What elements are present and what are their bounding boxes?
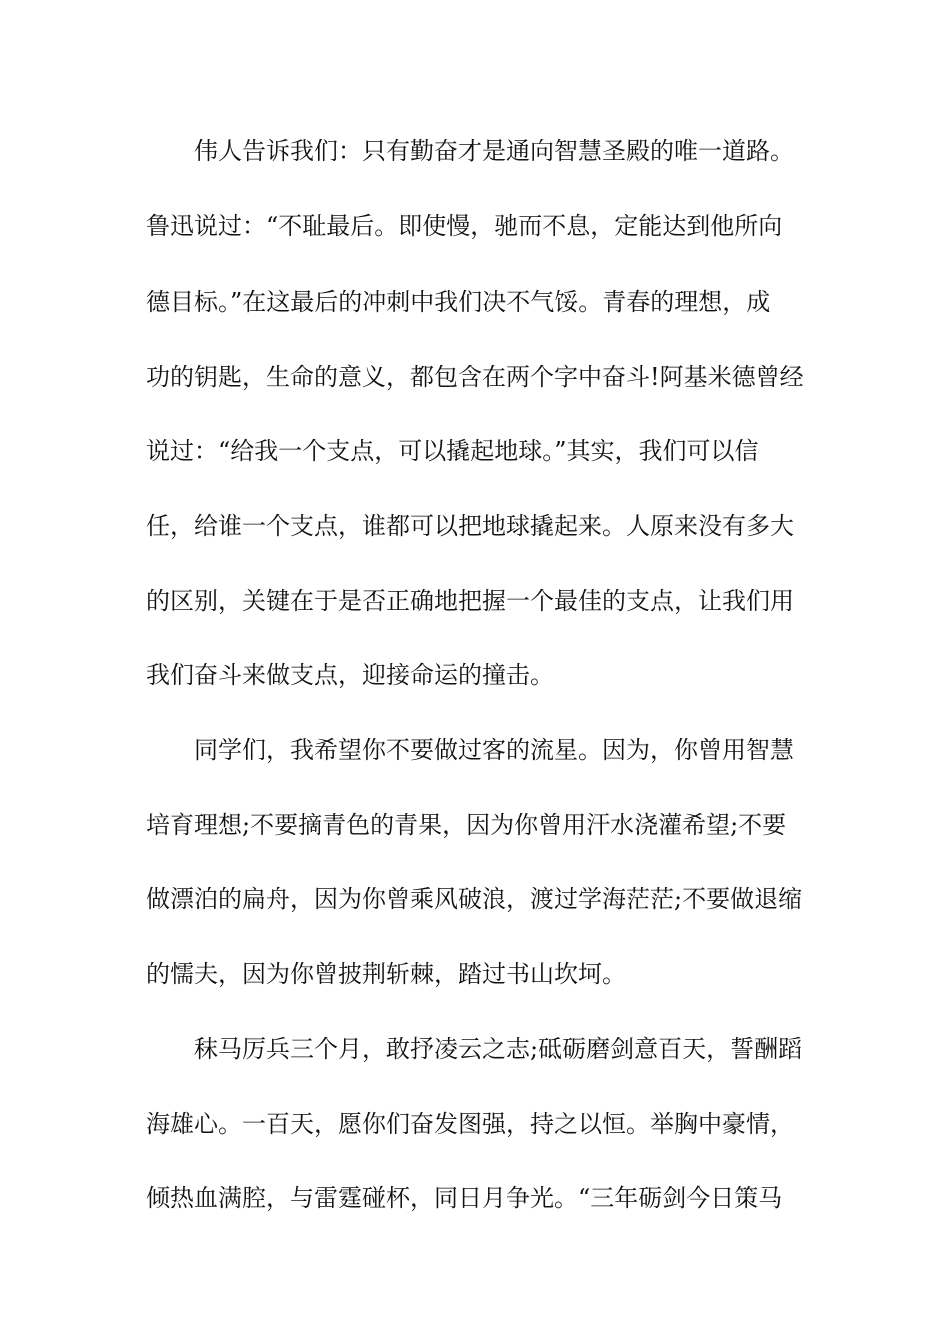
text-line: 海雄心。一百天，愿你们奋发图强，持之以恒。举胸中豪情， (146, 1110, 794, 1138)
text-line: 同学们，我希望你不要做过客的流星。因为，你曾用智慧 (146, 736, 794, 764)
text-line: 说过：“给我一个支点，可以撬起地球。”其实，我们可以信 (146, 437, 759, 465)
text-line: 的区别，关键在于是否正确地把握一个最佳的支点，让我们用 (146, 587, 794, 615)
text-line: 鲁迅说过：“不耻最后。即使慢，驰而不息，定能达到他所向 (146, 212, 783, 240)
text-line: 培育理想;不要摘青色的青果，因为你曾用汗水浇灌希望;不要 (146, 811, 787, 839)
text-line: 我们奋斗来做支点，迎接命运的撞击。 (146, 661, 554, 689)
text-line: 做漂泊的扁舟，因为你曾乘风破浪，渡过学海茫茫;不要做退缩 (146, 885, 803, 913)
text-line: 秣马厉兵三个月，敢抒凌云之志;砥砺磨剑意百天，誓酬蹈 (146, 1035, 803, 1063)
text-line: 倾热血满腔，与雷霆碰杯，同日月争光。“三年砺剑今日策马 (146, 1184, 783, 1212)
text-line: 功的钥匙，生命的意义，都包含在两个字中奋斗!阿基米德曾经 (146, 363, 804, 391)
text-line: 伟人告诉我们：只有勤奋才是通向智慧圣殿的唯一道路。 (146, 137, 794, 165)
text-line: 任，给谁一个支点，谁都可以把地球撬起来。人原来没有多大 (146, 512, 794, 540)
text-line: 德目标。”在这最后的冲刺中我们决不气馁。青春的理想，成 (146, 288, 771, 316)
text-line: 的懦夫，因为你曾披荆斩棘，踏过书山坎坷。 (146, 960, 626, 988)
